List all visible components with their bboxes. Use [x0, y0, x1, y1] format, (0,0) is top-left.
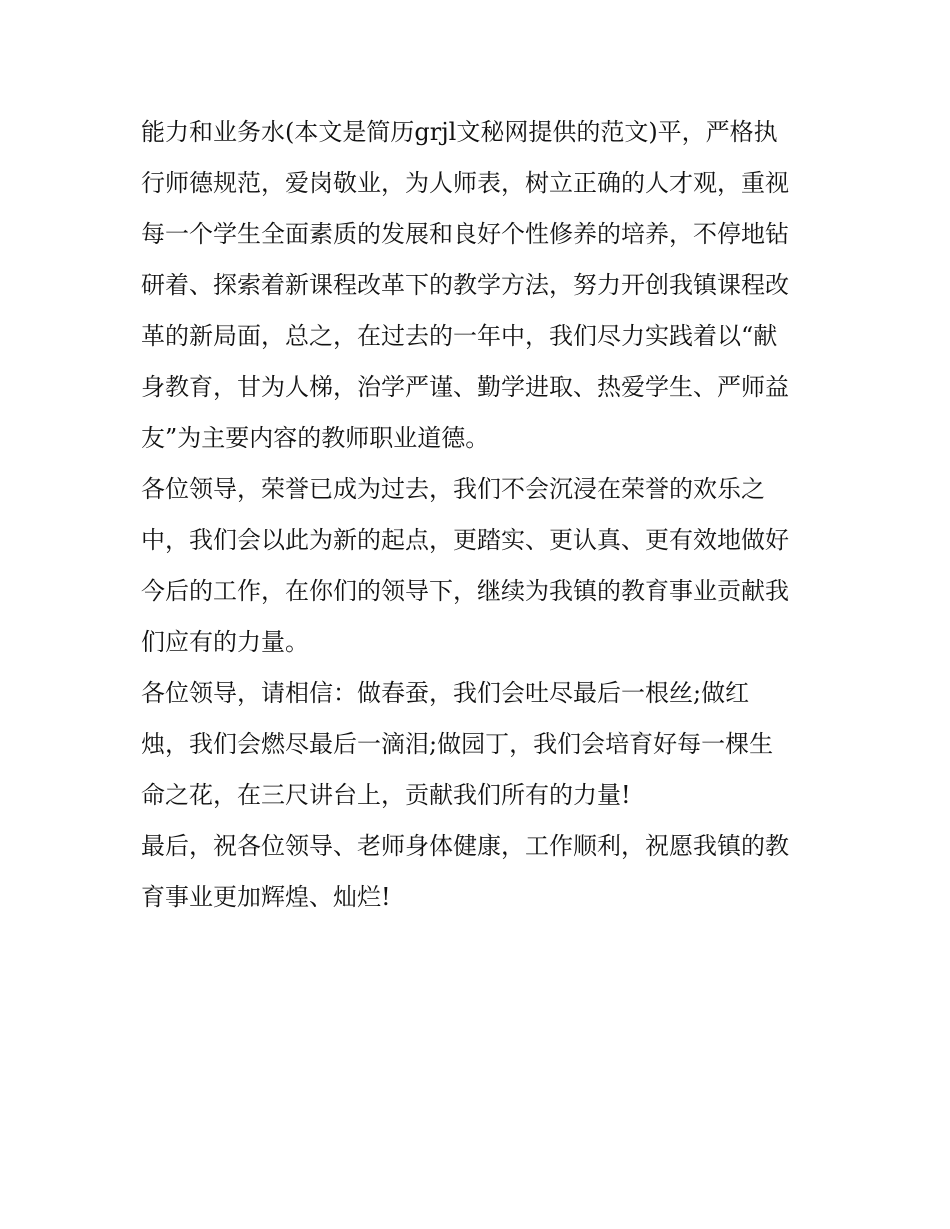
text-line: 革的新局面，总之，在过去的一年中，我们尽力实践着以“献 — [141, 322, 778, 350]
text-line: 各位领导，荣誉已成为过去，我们不会沉浸在荣誉的欢乐之 — [141, 475, 765, 503]
text-line: 们应有的力量。 — [141, 628, 309, 656]
text-line: 行师德规范，爱岗敬业，为人师表，树立正确的人才观，重视 — [141, 169, 789, 197]
paragraph-1 — [141, 107, 821, 464]
text-line: 烛，我们会燃尽最后一滴泪;做园丁，我们会培育好每一棵生 — [141, 730, 774, 758]
text-line: 身教育，甘为人梯，治学严谨、勤学进取、热爱学生、严师益 — [141, 373, 789, 401]
paragraph-2 — [141, 464, 821, 668]
document-body — [141, 107, 821, 923]
text-line: 最后，祝各位领导、老师身体健康，工作顺利，祝愿我镇的教 — [141, 832, 789, 860]
text-line: 每一个学生全面素质的发展和良好个性修养的培养，不停地钻 — [141, 220, 789, 248]
text-line: 各位领导，请相信：做春蚕，我们会吐尽最后一根丝;做红 — [141, 679, 750, 707]
text-line: 今后的工作，在你们的领导下，继续为我镇的教育事业贡献我 — [141, 577, 789, 605]
paragraph-4 — [141, 821, 821, 923]
text-line: 友”为主要内容的教师职业道德。 — [141, 424, 490, 452]
paragraph-3 — [141, 668, 821, 821]
text-line: 命之花，在三尺讲台上，贡献我们所有的力量! — [141, 781, 631, 809]
text-line: 育事业更加辉煌、灿烂! — [141, 883, 391, 911]
text-line: 中，我们会以此为新的起点，更踏实、更认真、更有效地做好 — [141, 526, 789, 554]
text-line: 能力和业务水(本文是简历grjl文秘网提供的范文)平，严格执 — [141, 118, 778, 146]
text-line: 研着、探索着新课程改革下的教学方法，努力开创我镇课程改 — [141, 271, 789, 299]
